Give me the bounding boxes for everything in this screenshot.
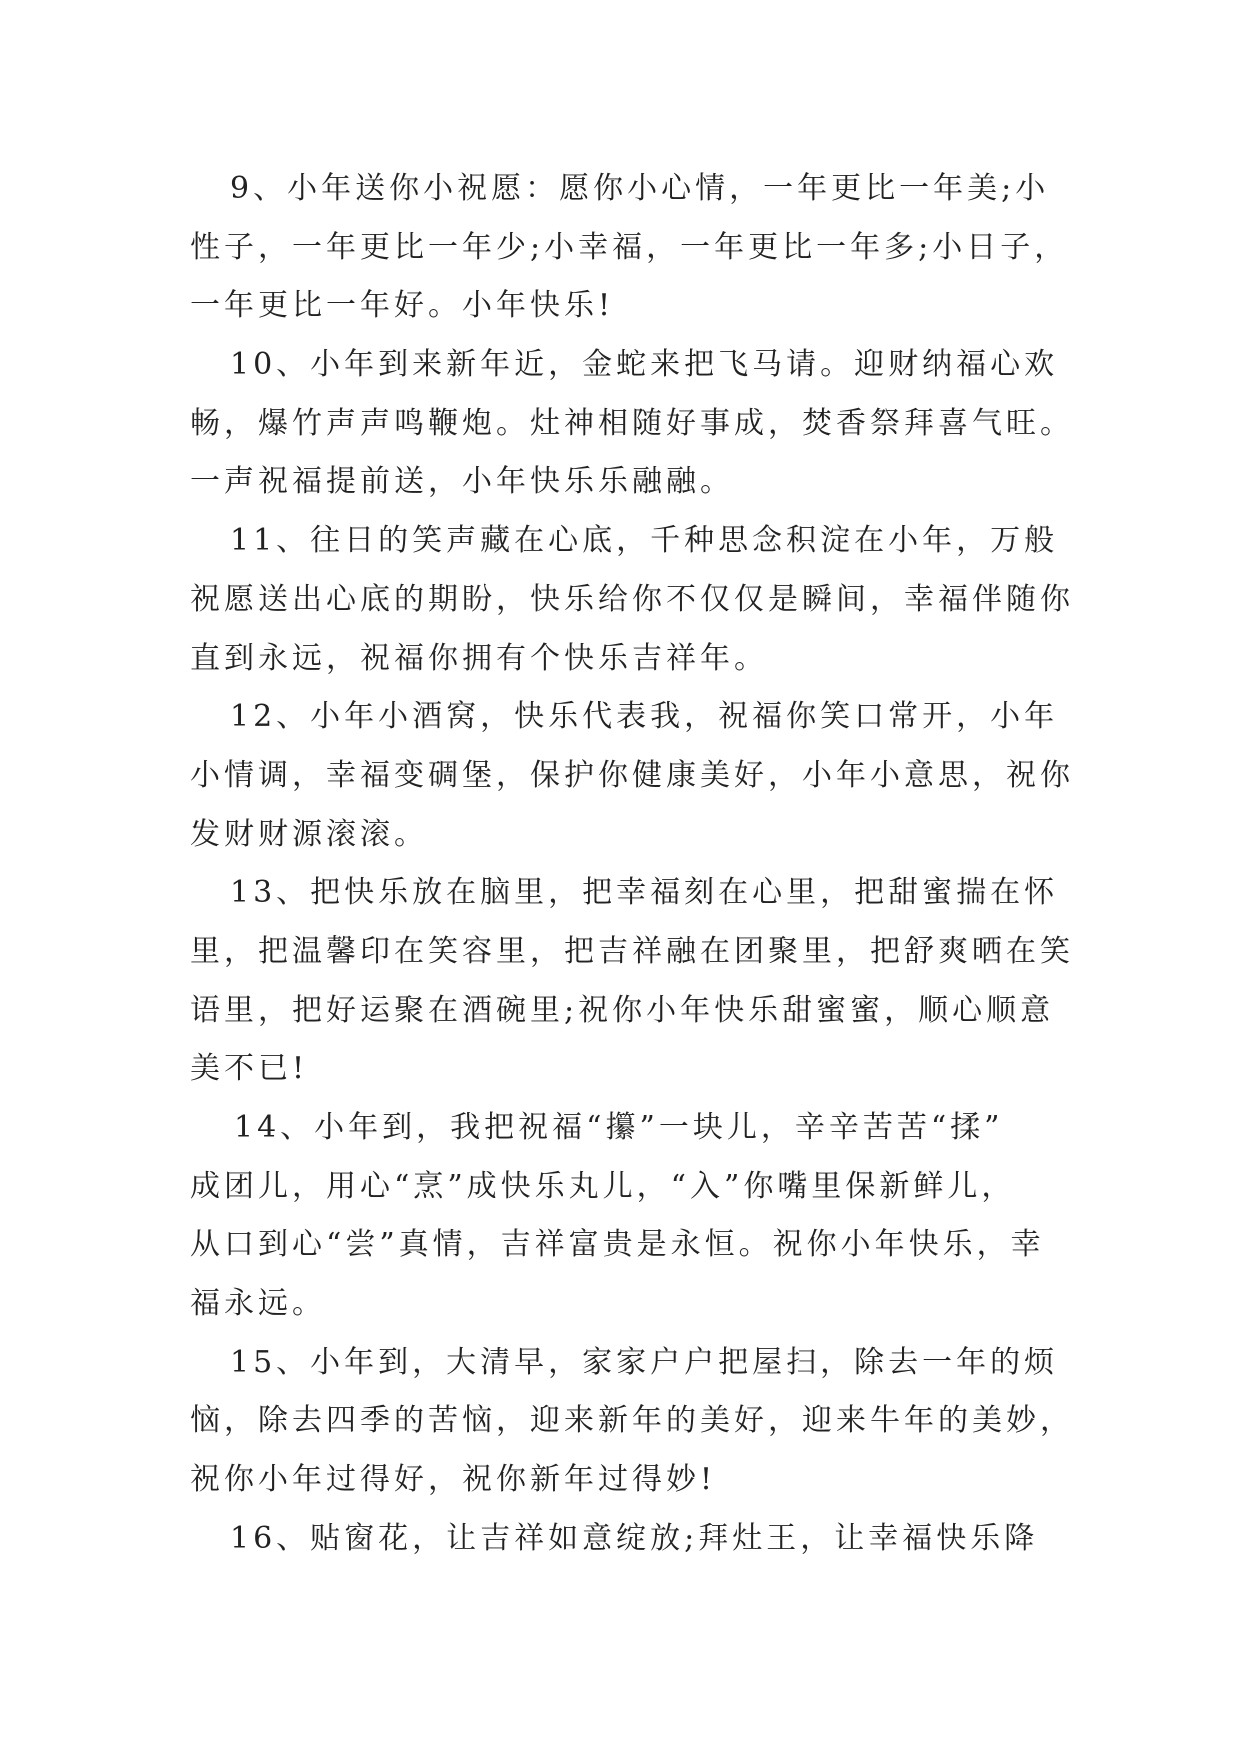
paragraph-item-9 [190, 160, 1069, 336]
text-line: 福永远。 [190, 1286, 326, 1322]
text-line: 成团儿，用心“烹”成快乐丸儿，“入”你嘴里保新鲜儿， [190, 1168, 1016, 1204]
text-line: 直到永远，祝福你拥有个快乐吉祥年。 [190, 640, 768, 676]
text-line: 发财财源滚滚。 [190, 816, 428, 852]
paragraph-item-12 [190, 688, 1074, 864]
text-line: 10、小年到来新年近，金蛇来把飞马请。迎财纳福心欢 [230, 347, 1059, 383]
text-line: 从口到心“尝”真情，吉祥富贵是永恒。祝你小年快乐，幸 [190, 1227, 1045, 1263]
paragraph-item-14 [190, 1099, 1060, 1334]
text-line: 15、小年到，大清早，家家户户把屋扫，除去一年的烦 [230, 1344, 1059, 1380]
paragraph-item-15 [190, 1334, 1074, 1510]
text-line: 16、贴窗花，让吉祥如意绽放;拜灶王，让幸福快乐降 [230, 1520, 1039, 1556]
text-line: 小情调，幸福变碉堡，保护你健康美好，小年小意思，祝你 [190, 757, 1074, 793]
paragraph-item-10 [190, 336, 1074, 512]
text-line: 语里，把好运聚在酒碗里;祝你小年快乐甜蜜蜜，顺心顺意 [190, 992, 1055, 1028]
text-line: 12、小年小酒窝，快乐代表我，祝福你笑口常开，小年 [230, 699, 1059, 735]
text-line: 祝你小年过得好，祝你新年过得妙! [190, 1462, 717, 1498]
text-line: 一声祝福提前送，小年快乐乐融融。 [190, 464, 734, 500]
text-line: 祝愿送出心底的期盼，快乐给你不仅仅是瞬间，幸福伴随你 [190, 581, 1074, 617]
text-line: 14、小年到，我把祝福“攥”一块儿，辛辛苦苦“揉” [234, 1110, 1004, 1145]
text-line: 恼，除去四季的苦恼，迎来新年的美好，迎来牛年的美妙， [190, 1403, 1074, 1439]
text-line: 13、把快乐放在脑里，把幸福刻在心里，把甜蜜揣在怀 [230, 875, 1059, 911]
text-line: 11、往日的笑声藏在心底，千种思念积淀在小年，万般 [230, 523, 1059, 559]
paragraph-item-16 [190, 1510, 1060, 1569]
text-line: 畅，爆竹声声鸣鞭炮。灶神相随好事成，焚香祭拜喜气旺。 [190, 405, 1074, 441]
text-line: 美不已! [190, 1051, 309, 1087]
paragraph-item-11 [190, 512, 1074, 688]
text-line: 性子，一年更比一年少;小幸福，一年更比一年多;小日子， [190, 229, 1069, 265]
document-body [190, 160, 1074, 1569]
text-line: 9、小年送你小祝愿：愿你小心情，一年更比一年美;小 [230, 171, 1050, 206]
paragraph-item-13 [190, 864, 1074, 1099]
text-line: 一年更比一年好。小年快乐! [190, 288, 615, 324]
text-line: 里，把温馨印在笑容里，把吉祥融在团聚里，把舒爽晒在笑 [190, 933, 1074, 969]
